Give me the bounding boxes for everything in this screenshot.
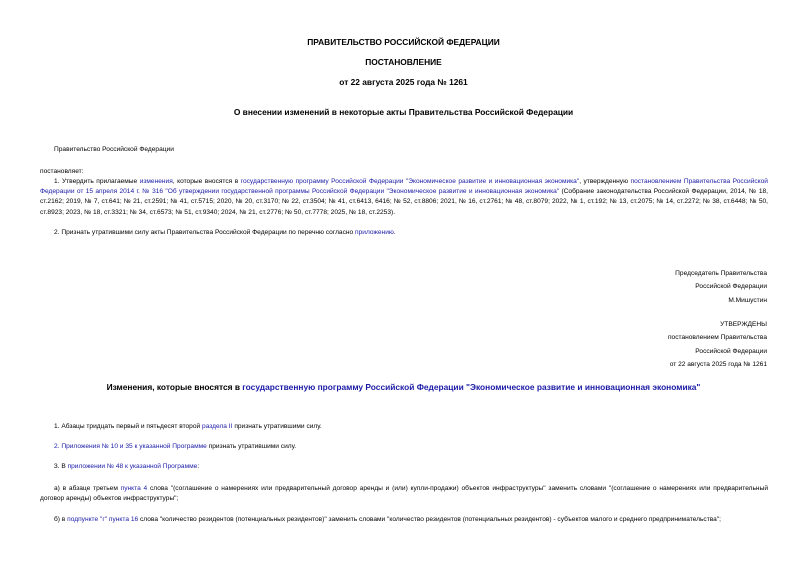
amendments-title xyxy=(0,382,807,392)
amendment-1 xyxy=(54,422,322,432)
item-1-text: 1. Утвердить прилагаемые xyxy=(54,178,140,185)
amendments-title-prefix: Изменения, которые вносятся в xyxy=(106,382,243,392)
amendment-3-text: 3. В xyxy=(54,463,68,470)
signature-position: Председатель Правительства xyxy=(675,270,767,277)
item-1-text-2: , которые вносятся в xyxy=(172,178,241,185)
approved-label: УТВЕРЖДЕНЫ xyxy=(720,321,767,328)
item-1-text-3: , утвержденную xyxy=(579,178,631,185)
government-heading: ПРАВИТЕЛЬСТВО РОССИЙСКОЙ ФЕДЕРАЦИИ xyxy=(307,37,500,47)
amendment-3-text-2: : xyxy=(197,463,200,470)
signature-country: Российской Федерации xyxy=(695,283,767,291)
document-type: ПОСТАНОВЛЕНИЕ xyxy=(365,57,442,67)
approved-by: постановлением Правительства xyxy=(667,334,767,342)
item-1 xyxy=(40,177,768,218)
appendices-10-35-link[interactable]: 2. Приложения № 10 и 35 к указанной Программе xyxy=(54,443,207,450)
changes-link[interactable]: изменения xyxy=(139,178,173,185)
item-2-text: 2. Признать утратившими силу акты Правительства Российской Федерации по перечню согласно xyxy=(54,229,356,236)
signature-name: М.Мишустин xyxy=(728,296,767,304)
amendment-a xyxy=(40,484,768,504)
appendix-link[interactable]: приложению xyxy=(355,229,394,236)
item-2-text-2: . xyxy=(393,229,396,236)
document-title: О внесении изменений в некоторые акты Правительства Российской Федерации xyxy=(233,107,574,117)
amendment-3 xyxy=(54,462,199,472)
amendment-b xyxy=(40,515,768,525)
appendix-48-link[interactable]: приложении № 48 к указанной Программе xyxy=(67,463,198,470)
subpoint-g-link[interactable]: подпункте "г" пункта 16 xyxy=(67,516,139,523)
amendment-2 xyxy=(54,442,296,452)
amendment-b-text-2: слова "количество резидентов (потенциальных резидентов)" заменить словами "количество резидентов (потенциальных резидентов) - субъектов малого и среднего предпринимательства"; xyxy=(138,516,721,523)
amendments-program-link[interactable]: государственную программу Российской Федерации "Экономическое развитие и инновационная экономика" xyxy=(242,382,701,392)
approved-block xyxy=(668,318,767,372)
section-2-link[interactable]: раздела II xyxy=(202,423,233,430)
date-number: от 22 августа 2025 года № 1261 xyxy=(339,77,468,87)
approved-date: от 22 августа 2025 года № 1261 xyxy=(669,361,767,369)
point-4-link[interactable]: пункта 4 xyxy=(120,485,148,492)
signature-block xyxy=(675,267,767,307)
item-1-text-4: (Собрание законодательства Российской Федерации, 2014, № 18, ст.2162; 2019, № 7, ст.641; № 21, ст.2591; № 41, ст.5715; 2020, № 20, ст.3170; № 22, ст.3504; № 41, ст.6413, 6416; № 52, ст.8806; 2021, № 16, ст.2761; № 48, ст.8079; 2022, № 1, ст.192; № 13, ст.2075; № 14, ст.2272; № 38, ст.6448; № 50, ст.8923; 2023, № 18, ст.3321; № 34, ст.6573; № 51, ст.9340; 2024, № 21, ст.2776; № 50, ст.7778; 2025, № 18, ст.2253). xyxy=(40,188,768,216)
approved-country: Российской Федерации xyxy=(695,347,767,355)
amendment-b-text: б) в xyxy=(54,516,68,523)
resolves-text: постановляет: xyxy=(40,168,84,175)
intro-text: Правительство Российской Федерации xyxy=(54,146,174,153)
amendment-a-text-2: слова "(соглашение о намерениях или предварительный договор аренды и (или) купли-продажи) объектов инфраструктуры" заменить словами "(соглашение о намерениях или предварительный договор аренды) объектов инфраструктуры"; xyxy=(40,485,768,503)
item-2 xyxy=(54,228,396,238)
state-program-link[interactable]: государственную программу Российской Федерации "Экономическое развитие и инновационная экономика" xyxy=(240,178,580,185)
resolution-316-link[interactable]: постановлением Правительства Российской Федерации от 15 апреля 2014 г. № 316 "Об утверждении государственной программы Российской Федерации "Экономическое развитие и инновационная экономика" xyxy=(40,178,768,196)
amendment-2-text: признать утратившими силу. xyxy=(206,443,297,450)
amendment-1-text: 1. Абзацы тридцать первый и пятьдесят второй xyxy=(54,423,203,430)
amendment-a-text: а) в абзаце третьем xyxy=(54,485,121,492)
amendment-1-text-2: признать утратившими силу. xyxy=(232,423,322,430)
